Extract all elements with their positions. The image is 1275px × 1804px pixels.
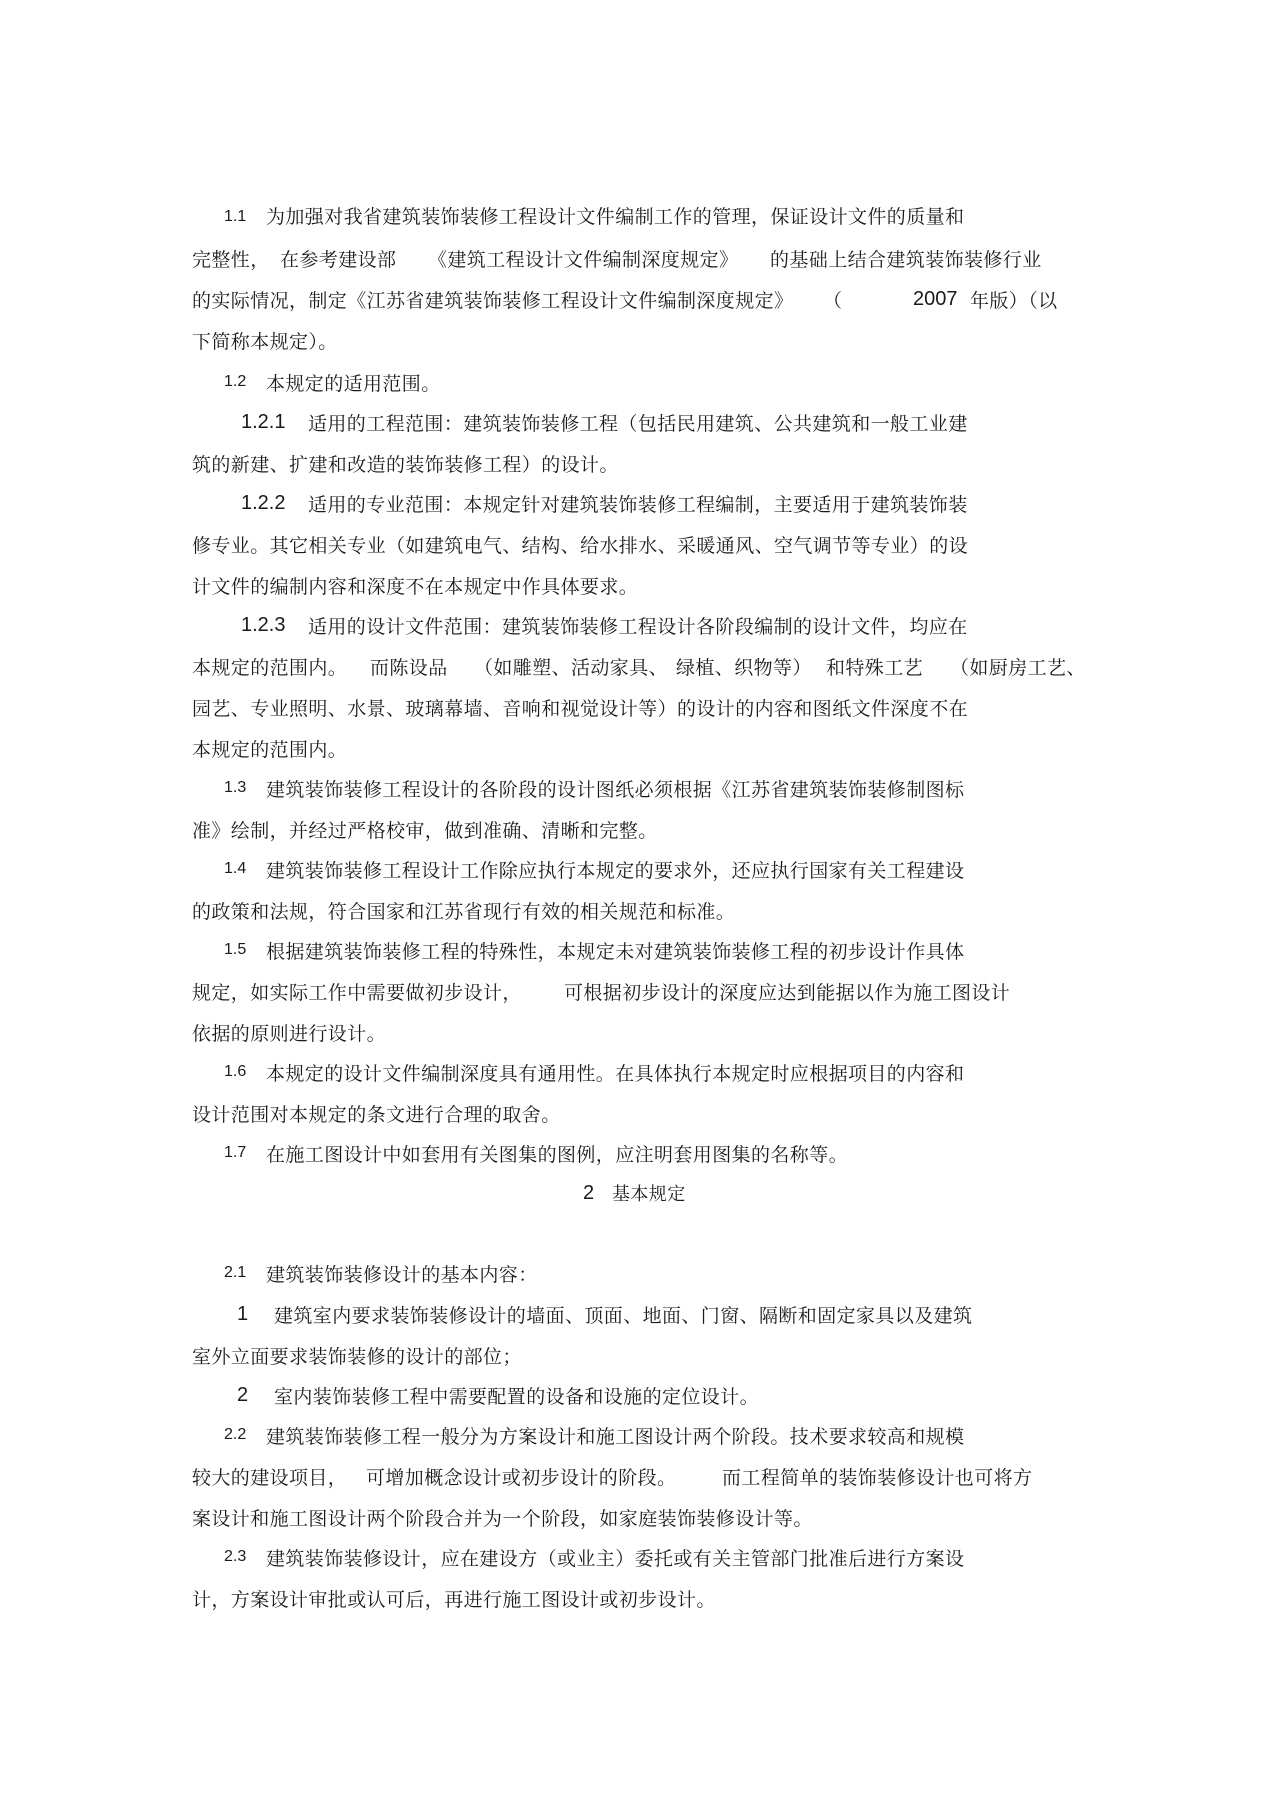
paragraph-line: 本规定的适用范围。	[266, 373, 441, 395]
paragraph-line: 为加强对我省建筑装饰装修工程设计文件编制工作的管理，保证设计文件的质量和	[266, 206, 965, 228]
clause-number: 1.7	[224, 1144, 247, 1161]
paragraph-line: 完整性，	[192, 249, 270, 271]
paragraph-line: 和特殊工艺	[826, 657, 924, 679]
section-heading-number: 2	[583, 1182, 595, 1204]
paragraph-line: 规定，如实际工作中需要做初步设计，	[192, 982, 522, 1004]
paragraph-line: 建筑室内要求装饰装修设计的墙面、顶面、地面、门窗、隔断和固定家具以及建筑	[274, 1305, 973, 1327]
paragraph-line: 室外立面要求装饰装修的设计的部位；	[192, 1346, 522, 1368]
paragraph-line: 室内装饰装修工程中需要配置的设备和设施的定位设计。	[274, 1386, 760, 1408]
paragraph-line: 本规定的范围内。	[192, 739, 348, 761]
year-number: 2007	[913, 288, 958, 310]
paragraph-line: 较大的建设项目，	[192, 1467, 348, 1489]
paragraph-line: 建筑装饰装修工程设计工作除应执行本规定的要求外，还应执行国家有关工程建设	[266, 860, 965, 882]
paragraph-line: 在施工图设计中如套用有关图集的图例，应注明套用图集的名称等。	[266, 1144, 849, 1166]
paragraph-line: 适用的设计文件范围：建筑装饰装修工程设计各阶段编制的设计文件，均应在	[308, 616, 968, 638]
paragraph-line: 根据建筑装饰装修工程的特殊性，本规定未对建筑装饰装修工程的初步设计作具体	[266, 941, 965, 963]
clause-number: 1.3	[224, 779, 247, 796]
paragraph-line: 建筑装饰装修设计，应在建设方（或业主）委托或有关主管部门批准后进行方案设	[266, 1548, 965, 1570]
clause-number: 2.1	[224, 1264, 247, 1281]
paragraph-line: 建筑装饰装修设计的基本内容：	[266, 1264, 538, 1286]
paragraph-line: 适用的工程范围：建筑装饰装修工程（包括民用建筑、公共建筑和一般工业建	[308, 413, 968, 435]
paragraph-line: 准》绘制，并经过严格校审，做到准确、清晰和完整。	[192, 820, 658, 842]
paragraph-line: 绿植、织物等）	[676, 657, 812, 679]
paragraph-line: 依据的原则进行设计。	[192, 1023, 387, 1045]
paragraph-line: 建筑装饰装修工程一般分为方案设计和施工图设计两个阶段。技术要求较高和规模	[266, 1426, 965, 1448]
clause-number: 1.1	[224, 208, 247, 225]
list-item-number: 2	[237, 1384, 249, 1406]
clause-number: 1.2	[224, 373, 247, 390]
paragraph-line: 案设计和施工图设计两个阶段合并为一个阶段，如家庭装饰装修设计等。	[192, 1508, 813, 1530]
clause-number: 2.2	[224, 1426, 247, 1443]
paragraph-line: 计，方案设计审批或认可后，再进行施工图设计或初步设计。	[192, 1589, 716, 1611]
paragraph-line: 修专业。其它相关专业（如建筑电气、结构、给水排水、采暖通风、空气调节等专业）的设	[192, 535, 969, 557]
clause-number: 2.3	[224, 1548, 247, 1565]
paragraph-line: 本规定的范围内。	[192, 657, 348, 679]
paragraph-line: （如厨房工艺、	[950, 657, 1086, 679]
paragraph-line: 适用的专业范围：本规定针对建筑装饰装修工程编制，主要适用于建筑装饰装	[308, 494, 968, 516]
paragraph-line: 在参考建设部	[280, 249, 397, 271]
paragraph-line: （如雕塑、活动家具、	[474, 657, 669, 679]
paragraph-line: 的基础上结合建筑装饰装修行业	[770, 249, 1042, 271]
clause-number: 1.5	[224, 941, 247, 958]
paragraph-line: （	[823, 290, 843, 312]
paragraph-line: 筑的新建、扩建和改造的装饰装修工程）的设计。	[192, 454, 619, 476]
paragraph-line: 园艺、专业照明、水景、玻璃幕墙、音响和视觉设计等）的设计的内容和图纸文件深度不在	[192, 698, 969, 720]
paragraph-line: 的政策和法规，符合国家和江苏省现行有效的相关规范和标准。	[192, 901, 736, 923]
clause-number: 1.2.1	[241, 411, 286, 433]
clause-number: 1.2.2	[241, 492, 286, 514]
list-item-number: 1	[237, 1303, 249, 1325]
paragraph-line: 可根据初步设计的深度应达到能据以作为施工图设计	[564, 982, 1011, 1004]
paragraph-line: 本规定的设计文件编制深度具有通用性。在具体执行本规定时应根据项目的内容和	[266, 1063, 965, 1085]
paragraph-line: 下简称本规定）。	[192, 331, 338, 353]
paragraph-line: 而工程简单的装饰装修设计也可将方	[722, 1467, 1033, 1489]
clause-number: 1.4	[224, 860, 247, 877]
clause-number: 1.6	[224, 1063, 247, 1080]
paragraph-line: 可增加概念设计或初步设计的阶段。	[366, 1467, 677, 1489]
paragraph-line: 的实际情况，制定《江苏省建筑装饰装修工程设计文件编制深度规定》	[192, 290, 794, 312]
section-heading: 基本规定	[612, 1184, 686, 1205]
paragraph-line: 计文件的编制内容和深度不在本规定中作具体要求。	[192, 576, 639, 598]
clause-number: 1.2.3	[241, 614, 286, 636]
paragraph-line: 建筑装饰装修工程设计的各阶段的设计图纸必须根据《江苏省建筑装饰装修制图标	[266, 779, 965, 801]
paragraph-line: 《建筑工程设计文件编制深度规定》	[428, 249, 739, 271]
paragraph-line: 年版）（以	[970, 290, 1058, 312]
paragraph-line: 而陈设品	[370, 657, 448, 679]
paragraph-line: 设计范围对本规定的条文进行合理的取舍。	[192, 1104, 561, 1126]
